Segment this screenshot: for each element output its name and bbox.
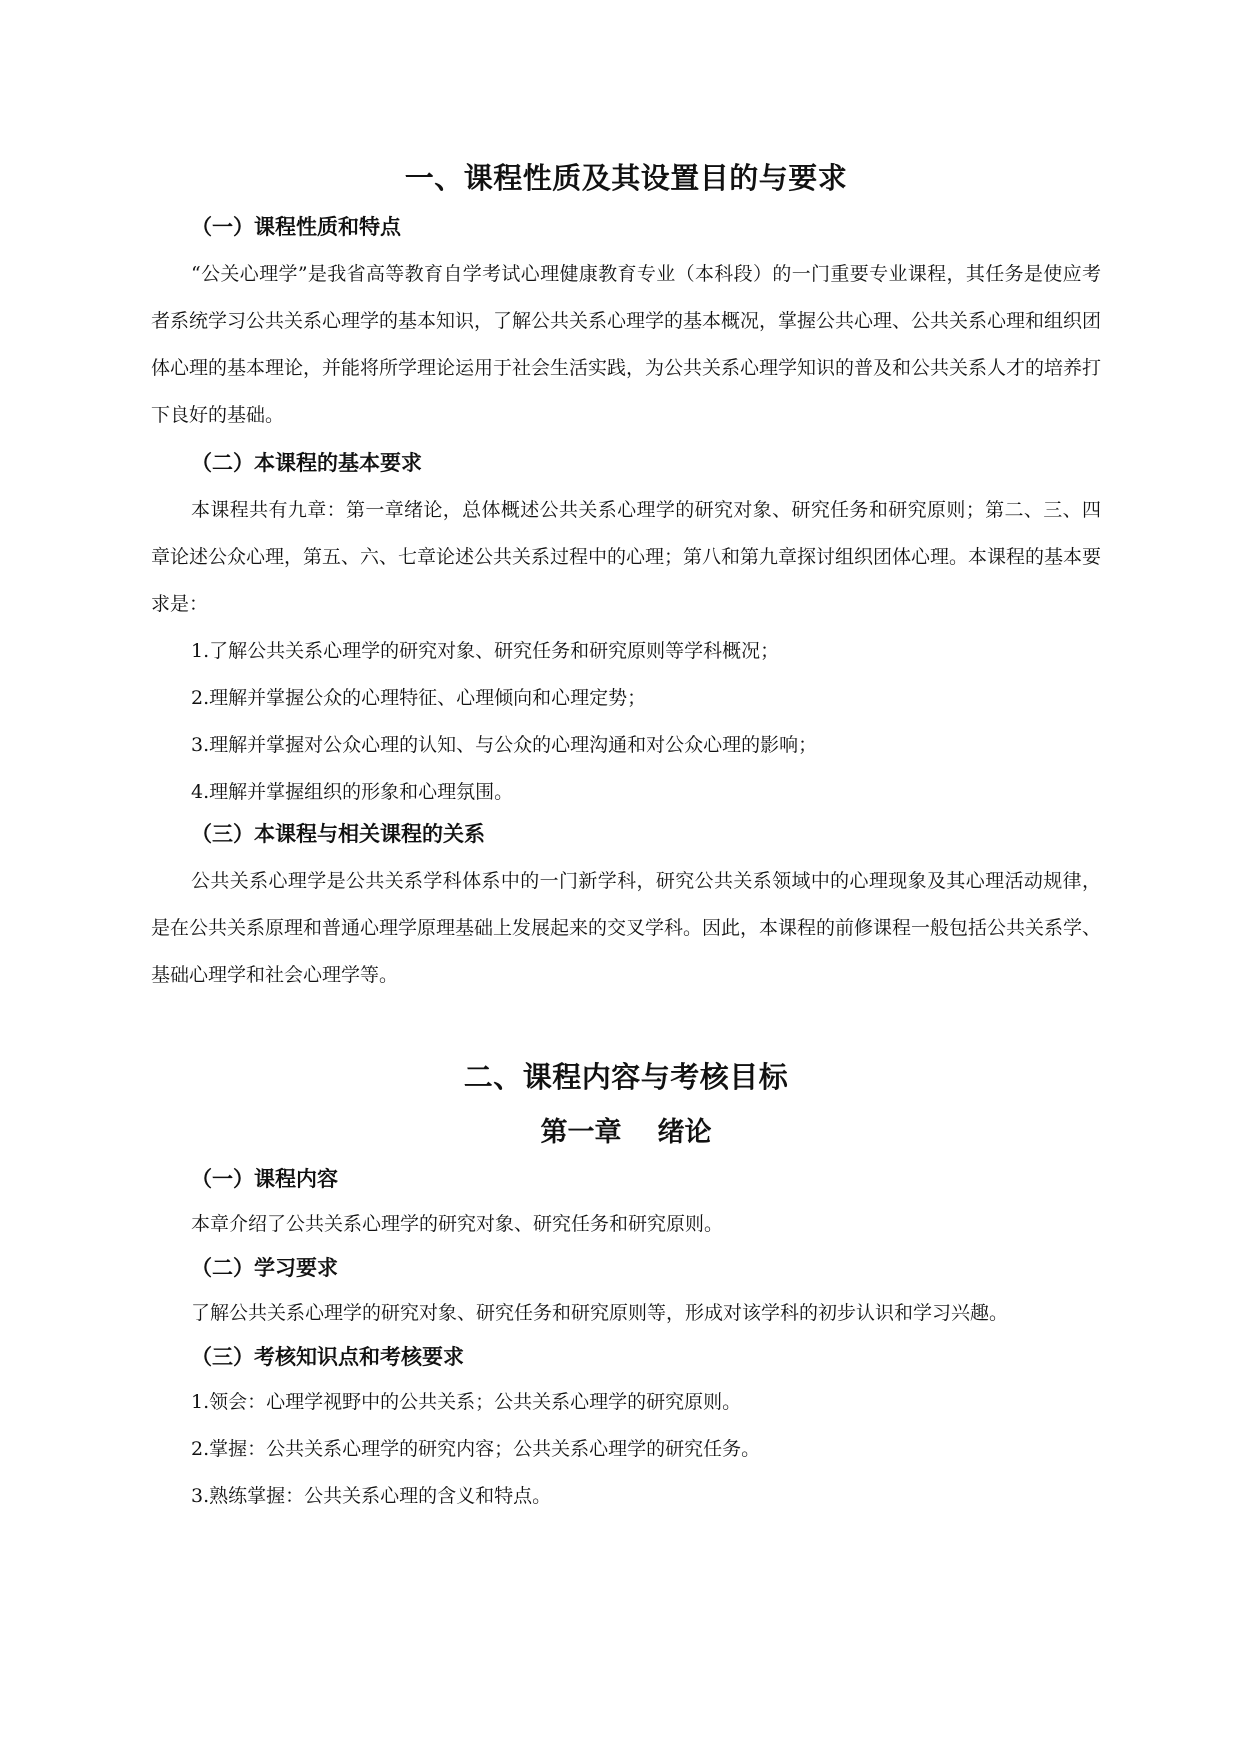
chapter-title	[151, 1113, 1101, 1153]
section1-sub1-heading: （一）课程性质和特点	[191, 215, 401, 239]
requirement-item: 3.理解并掌握对公众心理的认知、与公众的心理沟通和对公众心理的影响；	[191, 734, 818, 756]
section1-sub1-paragraph: “公关心理学”是我省高等教育自学考试心理健康教育专业（本科段）的一门重要专业课程，其任务是使应考者系统学习公共关系心理学的基本知识，了解公共关系心理学的基本概况，掌握公共心理、公共关系心理和组织团体心理的基本理论，并能将所学理论运用于社会生活实践，为公共关系心理学知识的普及和公共关系人才的培养打下良好的基础。	[151, 263, 1102, 426]
requirement-item: 4.理解并掌握组织的形象和心理氛围。	[191, 781, 514, 803]
section2-sub1-heading: （一）课程内容	[191, 1167, 338, 1191]
section2-sub1-paragraph: 本章介绍了公共关系心理学的研究对象、研究任务和研究原则。	[191, 1213, 724, 1235]
section2-sub2-heading: （二）学习要求	[191, 1256, 338, 1280]
requirement-item: 2.理解并掌握公众的心理特征、心理倾向和心理定势；	[191, 687, 647, 709]
requirement-item: 1.了解公共关系心理学的研究对象、研究任务和研究原则等学科概况；	[191, 640, 780, 662]
section1-title: 一、课程性质及其设置目的与要求	[404, 161, 848, 195]
section1-sub2-paragraph: 本课程共有九章：第一章绪论，总体概述公共关系心理学的研究对象、研究任务和研究原则；第二、三、四章论述公众心理，第五、六、七章论述公共关系过程中的心理；第八和第九章探讨组织团体心理。本课程的基本要求是：	[151, 499, 1102, 615]
section1-sub3-paragraph: 公共关系心理学是公共关系学科体系中的一门新学科，研究公共关系领域中的心理现象及其心理活动规律，是在公共关系原理和普通心理学原理基础上发展起来的交叉学科。因此，本课程的前修课程一般包括公共关系学、基础心理学和社会心理学等。	[151, 870, 1102, 986]
chapter-name: 绪论	[657, 1117, 712, 1148]
section1-sub2-heading: （二）本课程的基本要求	[191, 451, 422, 475]
exam-point-item: 1.领会：心理学视野中的公共关系；公共关系心理学的研究原则。	[191, 1391, 742, 1413]
exam-point-item: 2.掌握：公共关系心理学的研究内容；公共关系心理学的研究任务。	[191, 1438, 761, 1460]
section2-sub3-heading: （三）考核知识点和考核要求	[191, 1345, 464, 1369]
document-content	[151, 158, 1101, 1520]
section2-sub2-paragraph: 了解公共关系心理学的研究对象、研究任务和研究原则等，形成对该学科的初步认识和学习兴趣。	[191, 1302, 1009, 1324]
exam-point-item: 3.熟练掌握：公共关系心理的含义和特点。	[191, 1485, 552, 1507]
chapter-label: 第一章	[540, 1117, 622, 1148]
section2-title: 二、课程内容与考核目标	[463, 1060, 789, 1094]
section1-sub3-heading: （三）本课程与相关课程的关系	[191, 822, 485, 846]
